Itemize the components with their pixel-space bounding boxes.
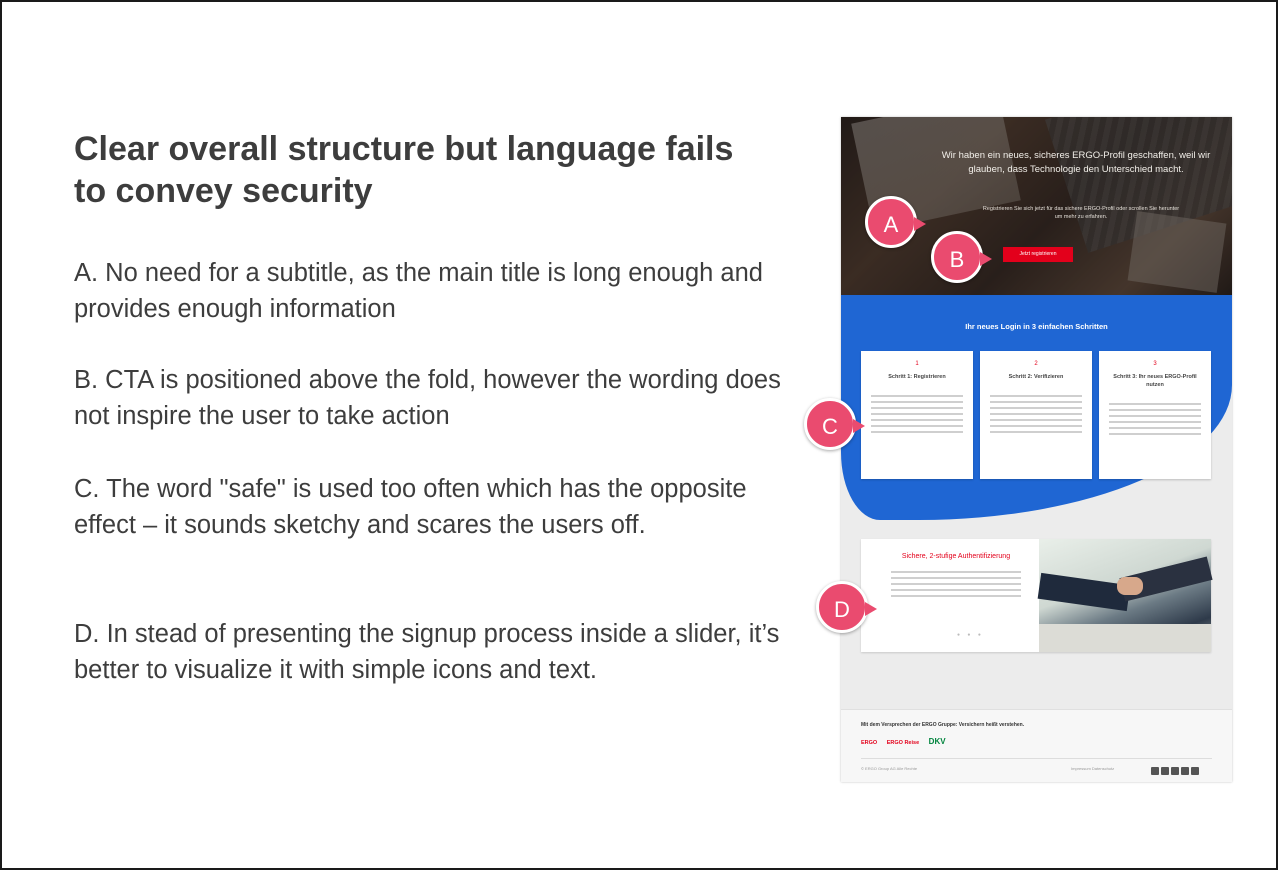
step-number: 1 <box>915 361 919 367</box>
point-c: C. The word "safe" is used too often which has the opposite effect – it sounds sketchy and scares the users off. <box>74 475 747 539</box>
step-card-1 <box>861 351 973 479</box>
steps-heading: Ihr neues Login in 3 einfachen Schritten <box>965 322 1108 331</box>
hero-subtitle: Registrieren Sie sich jetzt für das sichere ERGO-Profil oder scrollen Sie herunter um mehr zu erfahren. <box>982 206 1180 220</box>
logo-ergo-reise[interactable]: ERGO Reise <box>886 740 920 746</box>
photo-handshake <box>1117 577 1143 595</box>
point-d: D. In stead of presenting the signup process inside a slider, it’s better to visualize it with simple icons and text. <box>74 620 780 684</box>
footer-copyright: © ERGO Group AG Alle Rechte <box>861 766 918 771</box>
youtube-icon[interactable] <box>1171 767 1179 775</box>
photo-arm-left <box>1038 573 1131 611</box>
step-body-text <box>1109 403 1201 435</box>
footer-links[interactable]: Impressum Datenschutz <box>1071 766 1115 771</box>
handshake-photo <box>1039 539 1211 652</box>
footer-tagline: Mit dem Versprechen der ERGO Gruppe: Versichern heißt verstehen. <box>861 722 1025 728</box>
annotation-marker-b: B <box>931 231 983 283</box>
logo-ergo[interactable]: ERGO <box>861 740 878 746</box>
slider-dots[interactable]: ● ● ● <box>957 632 984 638</box>
xing-icon[interactable] <box>1151 767 1159 775</box>
annotation-marker-a: A <box>865 196 917 248</box>
step-number: 3 <box>1153 361 1157 367</box>
step-card-2 <box>980 351 1092 479</box>
linkedin-icon[interactable] <box>1161 767 1169 775</box>
step-number: 2 <box>1034 361 1038 367</box>
step-body-text <box>990 395 1082 433</box>
step-title: Schritt 1: Registrieren <box>888 374 946 380</box>
hero-headline: Wir haben ein neues, sicheres ERGO-Profil geschaffen, weil wir glauben, dass Technologie den Unterschied macht. <box>941 150 1211 175</box>
twitter-icon[interactable] <box>1181 767 1189 775</box>
slider-body-text <box>891 571 1021 601</box>
footer <box>841 709 1232 782</box>
hero-cta-button[interactable]: Jetzt registrieren <box>1003 247 1073 262</box>
logo-dkv[interactable]: DKV <box>928 737 946 746</box>
footer-divider <box>861 758 1212 759</box>
step-card-3 <box>1099 351 1211 479</box>
footer-social-icons <box>1149 762 1199 780</box>
slide-title: Clear overall structure but language fails to convey security <box>74 130 734 210</box>
photo-desk <box>1039 624 1211 652</box>
slider[interactable] <box>861 539 1211 652</box>
annotation-marker-c: C <box>804 398 856 450</box>
point-b: B. CTA is positioned above the fold, however the wording does not inspire the user to take action <box>74 366 781 430</box>
slider-title: Sichere, 2-stufige Authentifizierung <box>901 553 1011 560</box>
point-a: A. No need for a subtitle, as the main title is long enough and provides enough information <box>74 259 763 323</box>
step-body-text <box>871 395 963 433</box>
step-title: Schritt 2: Verifizieren <box>1008 374 1064 380</box>
annotation-marker-d: D <box>816 581 868 633</box>
instagram-icon[interactable] <box>1191 767 1199 775</box>
footer-logos <box>861 737 954 746</box>
step-title: Schritt 3: Ihr neues ERGO-Profil nutzen <box>1113 374 1197 388</box>
